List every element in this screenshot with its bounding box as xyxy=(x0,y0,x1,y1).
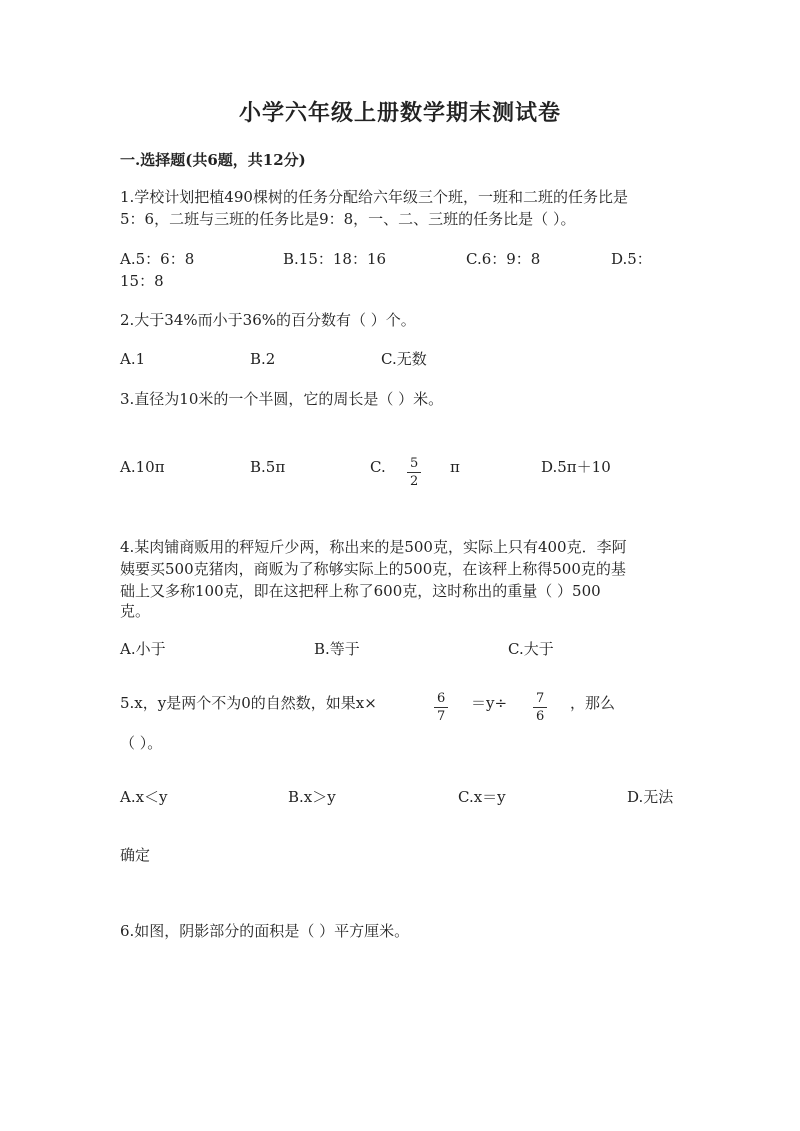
question-5-stem-line-2: （ ）。 xyxy=(120,734,163,752)
question-4-option-b[interactable]: B.等于 xyxy=(314,640,360,658)
fraction-numerator: 6 xyxy=(437,691,446,706)
question-4-option-a[interactable]: A.小于 xyxy=(120,640,166,658)
question-6-stem: 6.如图，阴影部分的面积是（ ）平方厘米。 xyxy=(120,922,410,940)
question-1-line-1: 1.学校计划把植490棵树的任务分配给六年级三个班，一班和二班的任务比是 xyxy=(120,188,628,206)
question-2-option-b[interactable]: B.2 xyxy=(250,350,276,368)
question-4-line-4: 克。 xyxy=(120,602,151,620)
question-1-line-2: 5：6，二班与三班的任务比是9：8，一、二、三班的任务比是（ ）。 xyxy=(120,210,576,228)
question-1-option-b[interactable]: B.15：18：16 xyxy=(283,250,387,268)
question-2-option-a[interactable]: A.1 xyxy=(120,350,146,368)
question-5-fraction-2 xyxy=(533,687,547,724)
question-3-option-a[interactable]: A.10π xyxy=(120,458,165,476)
question-2-option-c[interactable]: C.无数 xyxy=(381,350,427,368)
question-1-option-d-continued: 15：8 xyxy=(120,272,164,290)
question-5-option-b[interactable]: B.x＞y xyxy=(288,788,336,806)
fraction-denominator: 6 xyxy=(536,709,545,724)
question-3-option-d[interactable]: D.5π＋10 xyxy=(541,458,611,476)
question-3-option-b[interactable]: B.5π xyxy=(250,458,286,476)
question-4-line-3: 础上又多称100克，即在这把秤上称了600克，这时称出的重量（ ）500 xyxy=(120,582,601,600)
fraction-numerator: 7 xyxy=(536,691,545,706)
page-title: 小学六年级上册数学期末测试卷 xyxy=(238,100,561,126)
question-5-stem-part-1: 5.x，y是两个不为0的自然数，如果x× xyxy=(120,694,377,712)
question-5-option-c[interactable]: C.x＝y xyxy=(458,788,506,806)
question-5-option-a[interactable]: A.x＜y xyxy=(120,788,168,806)
question-1-option-d[interactable]: D.5： xyxy=(611,250,652,268)
fraction-denominator: 7 xyxy=(437,709,446,724)
question-3-option-c[interactable]: C. xyxy=(370,458,386,476)
question-1-option-a[interactable]: A.5：6：8 xyxy=(120,250,195,268)
question-5-option-d-continued: 确定 xyxy=(120,846,151,864)
question-1-option-c[interactable]: C.6：9：8 xyxy=(466,250,541,268)
question-2-stem: 2.大于34%而小于36%的百分数有（ ）个。 xyxy=(120,311,416,329)
question-3-stem: 3.直径为10米的一个半圆，它的周长是（ ）米。 xyxy=(120,390,444,408)
question-4-line-1: 4.某肉铺商贩用的秤短斤少两，称出来的是500克，实际上只有400克．李阿 xyxy=(120,538,627,556)
question-3-option-c-fraction xyxy=(407,452,421,489)
question-5-option-d[interactable]: D.无法 xyxy=(627,788,674,806)
section-heading: 一.选择题(共6题，共12分) xyxy=(120,151,306,169)
fraction-denominator: 2 xyxy=(410,474,419,489)
question-5-stem-part-3: ，那么 xyxy=(570,694,616,712)
question-4-option-c[interactable]: C.大于 xyxy=(508,640,554,658)
question-5-fraction-1 xyxy=(434,687,448,724)
question-4-line-2: 姨要买500克猪肉，商贩为了称够实际上的500克，在该秤上称得500克的基 xyxy=(120,560,626,578)
fraction-numerator: 5 xyxy=(410,456,419,471)
question-3-option-c-pi: π xyxy=(450,458,460,476)
question-5-stem-part-2: ＝y÷ xyxy=(471,694,508,712)
